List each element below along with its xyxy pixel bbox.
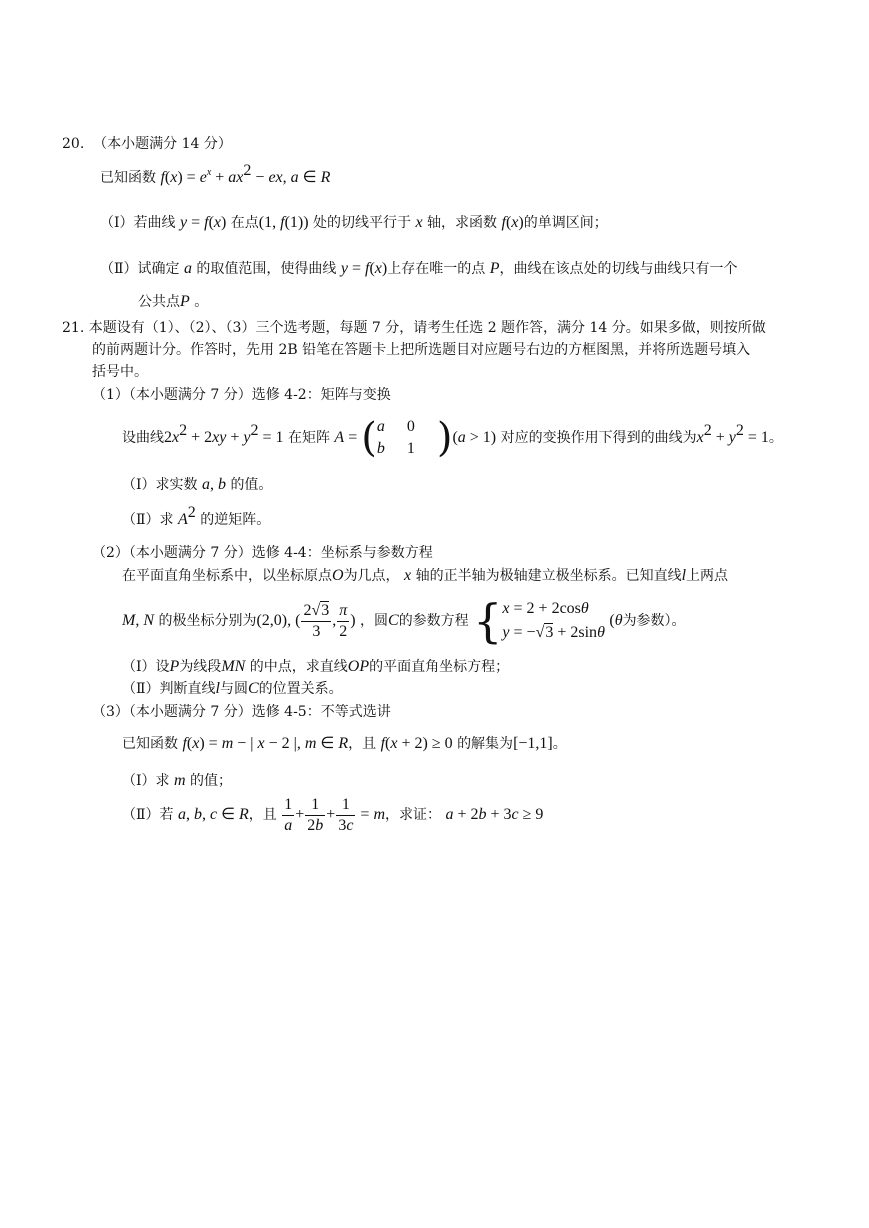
q21-s3-line1: 已知函数 f(x) = m − | x − 2 |, m ∈ R，且 f(x + 2) ≥ 0 的解集为[−1,1]。 xyxy=(122,735,567,752)
q21-s2-part1: （Ⅰ）设P为线段MN 的中点，求直线OP的平面直角坐标方程； xyxy=(122,658,510,675)
q21-s2-part2: （Ⅱ）判断直线l与圆C的位置关系。 xyxy=(122,680,343,697)
q21-intro-1: 21. 本题设有（1）、（2）、（3）三个选考题，每题 7 分，请考生任选 2 题作答，满分 14 分。如果多做，则按所做 xyxy=(62,320,766,336)
q21-s1-header: （1）（本小题满分 7 分）选修 4-2：矩阵与变换 xyxy=(92,387,391,403)
q21-s3-header: （3）（本小题满分 7 分）选修 4-5：不等式选讲 xyxy=(92,704,391,720)
matrix-a: a 0 b 1 xyxy=(376,418,415,457)
q21-intro-2: 的前两题计分。作答时，先用 2B 铅笔在答题卡上把所选题目对应题号右边的方框图黑，并将所选题号填入 xyxy=(92,342,751,358)
q20-part2: （Ⅱ）试确定 a 的取值范围，使得曲线 y = f(x)上存在唯一的点 P，曲线在该点处的切线与曲线只有一个 xyxy=(100,260,738,277)
q20-part2-cont: 公共点P 。 xyxy=(138,293,209,310)
param-system: x = 2 + 2cosθ y = −√3 + 2sinθ xyxy=(502,600,605,641)
q21-s2-line2: M, N 的极坐标分别为(2,0), ( $\frac{2√3}{3}$ , $\frac{\pi}{2}$ ) ，圆C的参数方程 { x = 2 + 2cosθ y = −√3 + 2sinθ (θ为参数）。 xyxy=(122,594,686,648)
q21-s1-stem: 设曲线$2x^2 + 2xy + y^2 = 1$ 在矩阵 A = ( a 0 b 1 )(a > 1) 对应的变换作用下得到的曲线为$x^2 + y^2 = 1$。 xyxy=(122,415,783,461)
q20-part1: （Ⅰ）若曲线 y = f(x) 在点(1, f(1)) 处的切线平行于 x 轴，求函数 f(x)的单调区间； xyxy=(100,214,608,231)
q21-s1-part2: （Ⅱ）求 $A^2$ 的逆矩阵。 xyxy=(122,504,271,528)
q20-header: 20. （本小题满分 14 分） xyxy=(62,136,232,152)
q21-s1-part1: （Ⅰ）求实数 a, b 的值。 xyxy=(122,476,273,493)
q21-s3-part2: （Ⅱ）若 a, b, c ∈ R，且 $\frac{1}{a}$ + $\frac{1}{2b}$ + $\frac{1}{3c}$ = m，求证： a + 2b + 3c ≥ 9 xyxy=(122,795,544,834)
q21-s2-line1: 在平面直角坐标系中，以坐标原点O为几点， x 轴的正半轴为极轴建立极坐标系。已知直线l上两点 xyxy=(122,567,729,584)
q21-intro-3: 括号中。 xyxy=(92,364,148,380)
q21-s2-header: （2）（本小题满分 7 分）选修 4-4：坐标系与参数方程 xyxy=(92,545,433,561)
q21-s3-part1: （Ⅰ）求 m 的值； xyxy=(122,772,232,789)
q20-stem: 已知函数 $f(x) = e^x + ax^2$ − ex, a ∈ R xyxy=(100,162,331,186)
